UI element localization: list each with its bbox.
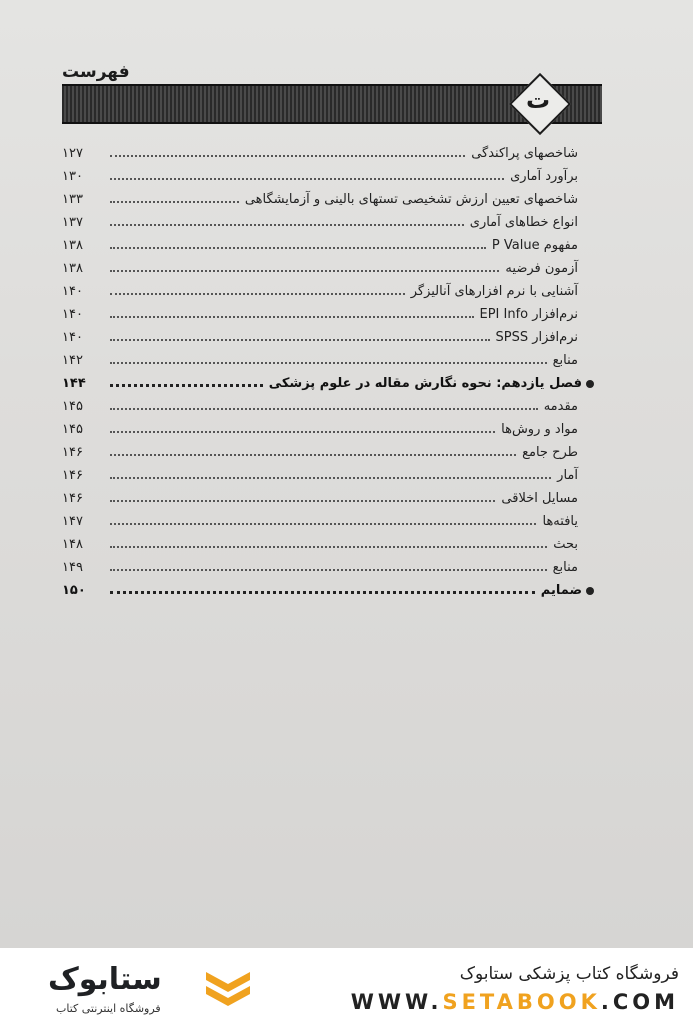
toc-page-number: ۱۴۷ bbox=[62, 514, 83, 529]
toc-title bbox=[245, 192, 578, 209]
bullet-icon bbox=[586, 380, 594, 388]
toc-leader-dots bbox=[110, 384, 263, 387]
toc-title-text: مواد و روش‌ها bbox=[501, 422, 578, 437]
toc-page-number: ۱۴۲ bbox=[62, 353, 83, 368]
setabook-logo bbox=[28, 962, 268, 1018]
toc-leader-dots bbox=[110, 362, 547, 364]
url-suffix: .COM bbox=[600, 990, 679, 1014]
toc-title-text: آشنایی با نرم افزارهای آنالیزگر bbox=[410, 284, 578, 299]
toc-title-text: مقدمه bbox=[543, 399, 578, 414]
toc-title bbox=[492, 238, 578, 255]
toc-title-text: منابع bbox=[552, 560, 578, 575]
toc-leader-dots bbox=[110, 523, 536, 525]
toc-title-text: طرح جامع bbox=[522, 445, 578, 460]
toc-leader-dots bbox=[110, 339, 490, 341]
toc-title-text: یافته‌ها bbox=[542, 514, 578, 529]
toc-title-text: آمار bbox=[557, 468, 578, 483]
page-title: فهرست bbox=[62, 62, 130, 82]
logo-text: ستابوک bbox=[48, 962, 162, 997]
toc-leader-dots bbox=[110, 408, 538, 410]
toc-title bbox=[553, 353, 578, 370]
toc-leader-dots bbox=[110, 178, 504, 180]
toc-page-number: ۱۳۷ bbox=[62, 215, 83, 230]
toc-page-number: ۱۴۵ bbox=[62, 399, 83, 414]
toc-page-number: ۱۳۸ bbox=[62, 238, 83, 253]
toc-title bbox=[542, 514, 578, 531]
toc-title bbox=[505, 261, 578, 278]
toc-chapter-row bbox=[62, 370, 594, 393]
toc-title bbox=[553, 560, 578, 577]
toc-title-text: انواع خطاهای آماری bbox=[469, 215, 578, 230]
toc-page-number: ۱۳۳ bbox=[62, 192, 83, 207]
toc-leader-dots bbox=[110, 270, 499, 272]
toc-row bbox=[62, 416, 594, 439]
toc-title bbox=[553, 537, 578, 554]
toc-row bbox=[62, 347, 594, 370]
toc-title-text: برآورد آماری bbox=[510, 169, 578, 184]
footer-banner bbox=[0, 948, 693, 1024]
table-of-contents bbox=[62, 140, 594, 600]
toc-leader-dots bbox=[110, 454, 516, 456]
toc-row bbox=[62, 209, 594, 232]
section-letter: ت bbox=[525, 86, 551, 114]
toc-leader-dots bbox=[110, 155, 465, 157]
toc-leader-dots bbox=[110, 431, 495, 433]
section-diamond bbox=[510, 74, 566, 130]
toc-title bbox=[501, 422, 578, 439]
toc-leader-dots bbox=[110, 316, 474, 318]
toc-row bbox=[62, 140, 594, 163]
toc-title-text: منابع bbox=[552, 353, 578, 368]
toc-title bbox=[471, 146, 578, 163]
toc-title bbox=[269, 376, 594, 393]
url-brand: SETABOOK bbox=[442, 990, 601, 1014]
logo-tagline: فروشگاه اینترنتی کتاب bbox=[56, 1002, 161, 1015]
toc-row bbox=[62, 163, 594, 186]
toc-page-number: ۱۴۸ bbox=[62, 537, 83, 552]
toc-title-text: بحث bbox=[553, 537, 578, 552]
toc-row bbox=[62, 439, 594, 462]
toc-title bbox=[470, 215, 578, 232]
toc-leader-dots bbox=[110, 591, 535, 594]
toc-page-number: ۱۵۰ bbox=[62, 583, 86, 598]
toc-row bbox=[62, 554, 594, 577]
toc-title bbox=[496, 330, 578, 347]
toc-title-text: نرم‌افزار SPSS bbox=[495, 330, 578, 345]
toc-title-text: نرم‌افزار EPI Info bbox=[479, 307, 578, 322]
toc-title-text: شاخصهای تعیین ارزش تشخیصی تستهای بالینی و آزمایشگاهی bbox=[244, 192, 578, 207]
toc-title-text: مسایل اخلاقی bbox=[501, 491, 578, 506]
toc-leader-dots bbox=[110, 293, 405, 295]
toc-leader-dots bbox=[110, 247, 486, 249]
toc-row bbox=[62, 301, 594, 324]
toc-page-number: ۱۳۸ bbox=[62, 261, 83, 276]
toc-title bbox=[510, 169, 578, 186]
toc-title bbox=[501, 491, 578, 508]
toc-row bbox=[62, 393, 594, 416]
toc-page-number: ۱۴۶ bbox=[62, 468, 83, 483]
toc-leader-dots bbox=[110, 569, 547, 571]
toc-row bbox=[62, 508, 594, 531]
toc-page-number: ۱۴۶ bbox=[62, 445, 83, 460]
toc-page-number: ۱۴۰ bbox=[62, 284, 83, 299]
store-url[interactable] bbox=[351, 990, 679, 1014]
toc-title bbox=[411, 284, 578, 301]
toc-title-text: ضمایم bbox=[540, 583, 582, 598]
toc-row bbox=[62, 232, 594, 255]
toc-page-number: ۱۴۶ bbox=[62, 491, 83, 506]
bullet-icon bbox=[586, 587, 594, 595]
toc-page-number: ۱۴۹ bbox=[62, 560, 83, 575]
store-name: فروشگاه کتاب پزشکی ستابوک bbox=[459, 964, 679, 984]
toc-title bbox=[541, 583, 594, 600]
toc-row bbox=[62, 278, 594, 301]
toc-row bbox=[62, 324, 594, 347]
toc-leader-dots bbox=[110, 477, 551, 479]
toc-row bbox=[62, 255, 594, 278]
toc-title-text: آزمون فرضیه bbox=[505, 261, 578, 276]
toc-title bbox=[544, 399, 578, 416]
toc-page-number: ۱۴۰ bbox=[62, 330, 83, 345]
toc-row bbox=[62, 485, 594, 508]
toc-chapter-row bbox=[62, 577, 594, 600]
url-prefix: WWW. bbox=[350, 990, 443, 1014]
toc-title bbox=[557, 468, 578, 485]
toc-title bbox=[522, 445, 578, 462]
toc-page-number: ۱۳۰ bbox=[62, 169, 83, 184]
toc-title-text: فصل یازدهم: نحوه نگارش مقاله در علوم پزشکی bbox=[268, 376, 582, 391]
toc-title bbox=[480, 307, 579, 324]
toc-leader-dots bbox=[110, 201, 239, 203]
toc-title-text: شاخصهای پراکندگی bbox=[471, 146, 578, 161]
toc-leader-dots bbox=[110, 224, 464, 226]
toc-page-number: ۱۴۰ bbox=[62, 307, 83, 322]
toc-leader-dots bbox=[110, 546, 547, 548]
toc-page-number: ۱۲۷ bbox=[62, 146, 83, 161]
toc-row bbox=[62, 186, 594, 209]
toc-title-text: مفهوم P Value bbox=[491, 238, 578, 253]
logo-mark-icon bbox=[198, 966, 258, 1012]
toc-page-number: ۱۴۵ bbox=[62, 422, 83, 437]
toc-page-number: ۱۴۴ bbox=[62, 376, 86, 391]
toc-row bbox=[62, 462, 594, 485]
toc-row bbox=[62, 531, 594, 554]
toc-leader-dots bbox=[110, 500, 495, 502]
